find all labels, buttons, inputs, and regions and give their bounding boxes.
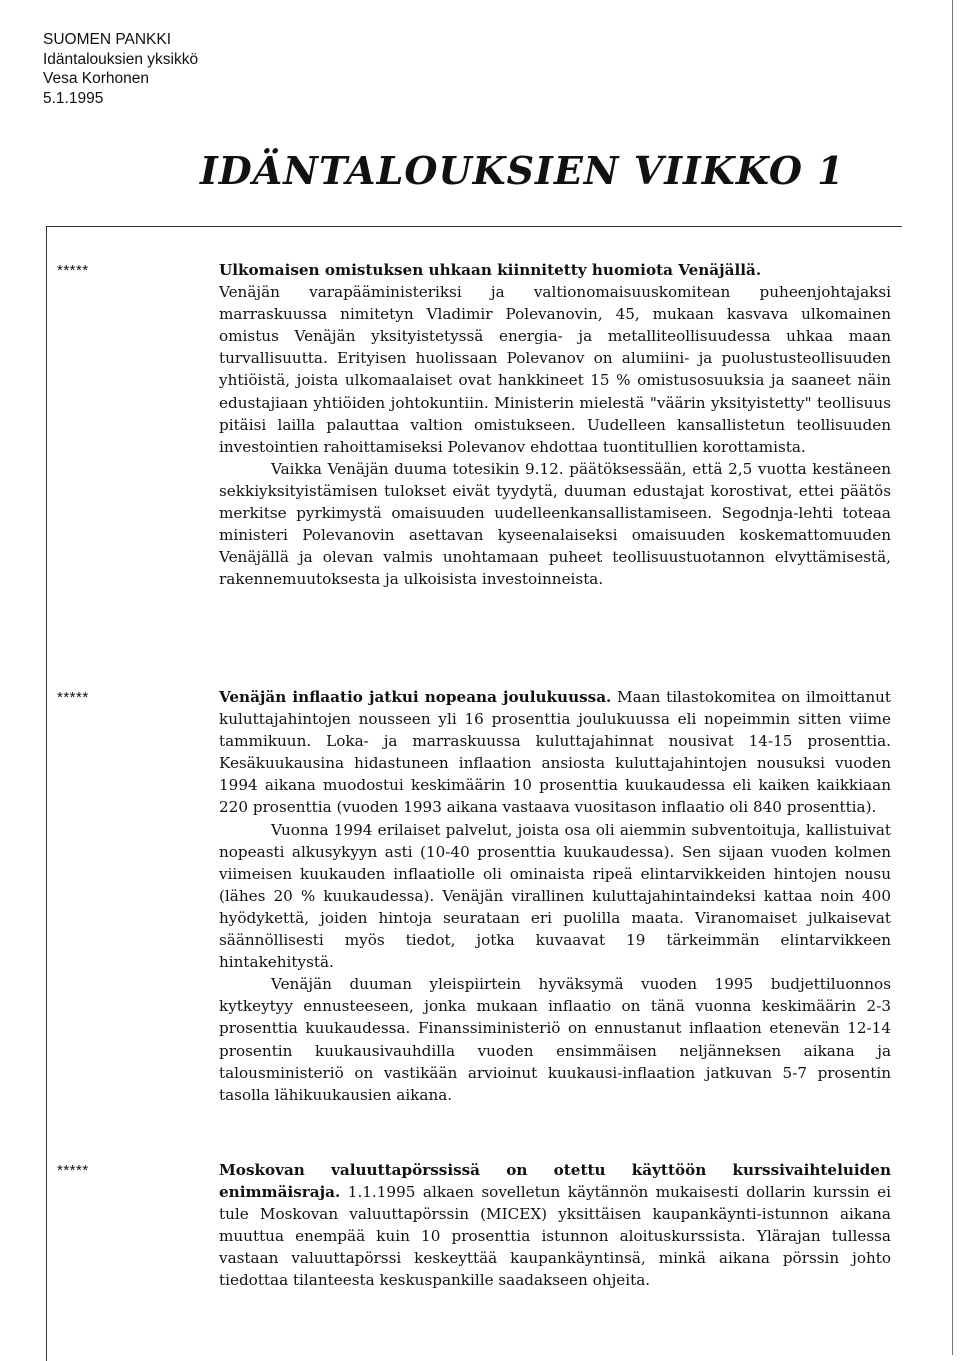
item-paragraph: Venäjän varapääministeriksi ja valtionomaisuuskomitean puheenjohtajaksi marraskuussa nimitetyn Vladimir Polevanovin, 45, mukaan kasvava ulkomainen omistus Venäjän yksityistetyssä energia- ja metalliteollisuudessa uhkaa maan turvallisuutta. Erityisen huolissaan Polevanov on alumiini- ja puolustusteollisuuden yhtiöistä, joista ulkomaalaiset ovat hankkineet 15 % omistusosuuksia ja saaneet näin edustajiaan yhtiöiden johtokuntiin. Ministerin mielestä "väärin yksityistetty" teollisuus pitäisi lailla palauttaa valtion omistukseen. Uudelleen kansallistetun teollisuuden investointien rahoittamiseksi Polevanov ehdottaa tuontitullien korottamista. (219, 283, 891, 456)
document-date: 5.1.1995 (43, 89, 104, 107)
item-lead-text: Maan tilastokomitea on ilmoittanut kuluttajahintojen nousseen yli 16 prosenttia joulukuussa eli nopeimmin sitten viime tammikuun. Loka- ja marraskuussa kuluttajahinnat nousivat 14-15 prosenttia. Kesäkuukausina hidastuneen inflaation ansiosta kuluttajahintojen nousuksi vuoden 1994 aikana muodostui keskimäärin 10 prosenttia kuukaudessa eli kaiken kaikkiaan 220 prosenttia (vuoden 1993 aikana vastaava vuositason inflaatio oli 840 prosenttia). (219, 688, 892, 817)
item-marker: ***** (57, 689, 89, 706)
item-marker: ***** (57, 1162, 89, 1179)
item-headline: Ulkomaisen omistuksen uhkaan kiinnitetty huomiota Venäjällä. (219, 261, 762, 279)
item-lead-text: 1.1.1995 alkaen sovelletun käytännön mukaisesti dollarin kurssin ei tule Moskovan valuuttapörssin (MICEX) yksittäisen kaupankäynti-istunnon aikana muuttua enempää kuin 10 prosenttia istunnon aloituskurssista. Ylärajan tullessa vastaan valuuttapörssi keskeyttää kaupankäyntinsä, minkä aikana pörssin johto tiedottaa tilanteesta keskuspankille saadakseen ohjeita. (219, 1183, 892, 1290)
item-paragraph: Vaikka Venäjän duuma totesikin 9.12. päätöksessään, että 2,5 vuotta kestäneen sekkiyksityistämisen tulokset eivät tyydytä, duuman edustajat korostivat, ettei päätös merkitse pyrkimystä omaisuuden uudelleenkansallistamiseen. Segodnja-lehti toteaa ministeri Polevanovin asettavan kyseenalaiseksi omaisuuden koskemattomuuden Venäjällä ja olevan valmis unohtamaan puheet teollisuustuotannon elvyttämisestä, rakennemuutoksesta ja ulkoisista investoinneista. (219, 459, 891, 589)
item-paragraph: Vuonna 1994 erilaiset palvelut, joista osa oli aiemmin subventoituja, kallistuivat nopeasti alkusykyyn asti (10-40 prosenttia kuukaudessa). Sen sijaan vuoden kolmen viimeisen kuukauden inflaatiolle oli ominaista ripeä elintarvikkeiden hintojen nousu (lähes 20 % kuukaudessa). Venäjän virallinen kuluttajahintaindeksi kattaa noin 400 hyödykettä, joiden hintoja seurataan eri puolilla maata. Viranomaiset julkaisevat säännöllisesti myös tiedot, jotka kuvaavat 19 tärkeimmän elintarvikkeen hintakehitystä. (219, 820, 891, 972)
document-header (43, 30, 198, 108)
news-item-currency-exchange (219, 1159, 891, 1292)
item-paragraph: Venäjän duuman yleispiirtein hyväksymä vuoden 1995 budjettiluonnos kytkeytyy ennusteeseen, jonka mukaan inflaatio on tänä vuonna keskimäärin 2-3 prosenttia kuukaudessa. Finanssiministeriö on ennustanut inflaation etenevän 12-14 prosentin kuukausivauhdilla vuoden ensimmäisen neljänneksen aikana ja talousministeriö on vastikään arvioinut kuukausi-inflaation jatkuvan 5-7 prosentin tasolla lähikuukausien aikana. (219, 975, 891, 1104)
item-headline: Venäjän inflaatio jatkui nopeana joulukuussa. (219, 688, 612, 706)
page-edge-rule (952, 0, 953, 1355)
item-headline: Moskovan valuuttapörssissä on otettu käyttöön kurssivaihteluiden enimmäisraja. (219, 1161, 891, 1202)
item-marker: ***** (57, 262, 89, 279)
news-item-foreign-ownership (219, 259, 891, 590)
news-item-inflation (219, 686, 891, 1106)
author-name: Vesa Korhonen (43, 70, 150, 87)
page-title: IDÄNTALOUKSIEN VIIKKO 1 (200, 148, 845, 193)
organization-name: SUOMEN PANKKI (43, 31, 172, 48)
unit-name: Idäntalouksien yksikkö (43, 50, 199, 68)
